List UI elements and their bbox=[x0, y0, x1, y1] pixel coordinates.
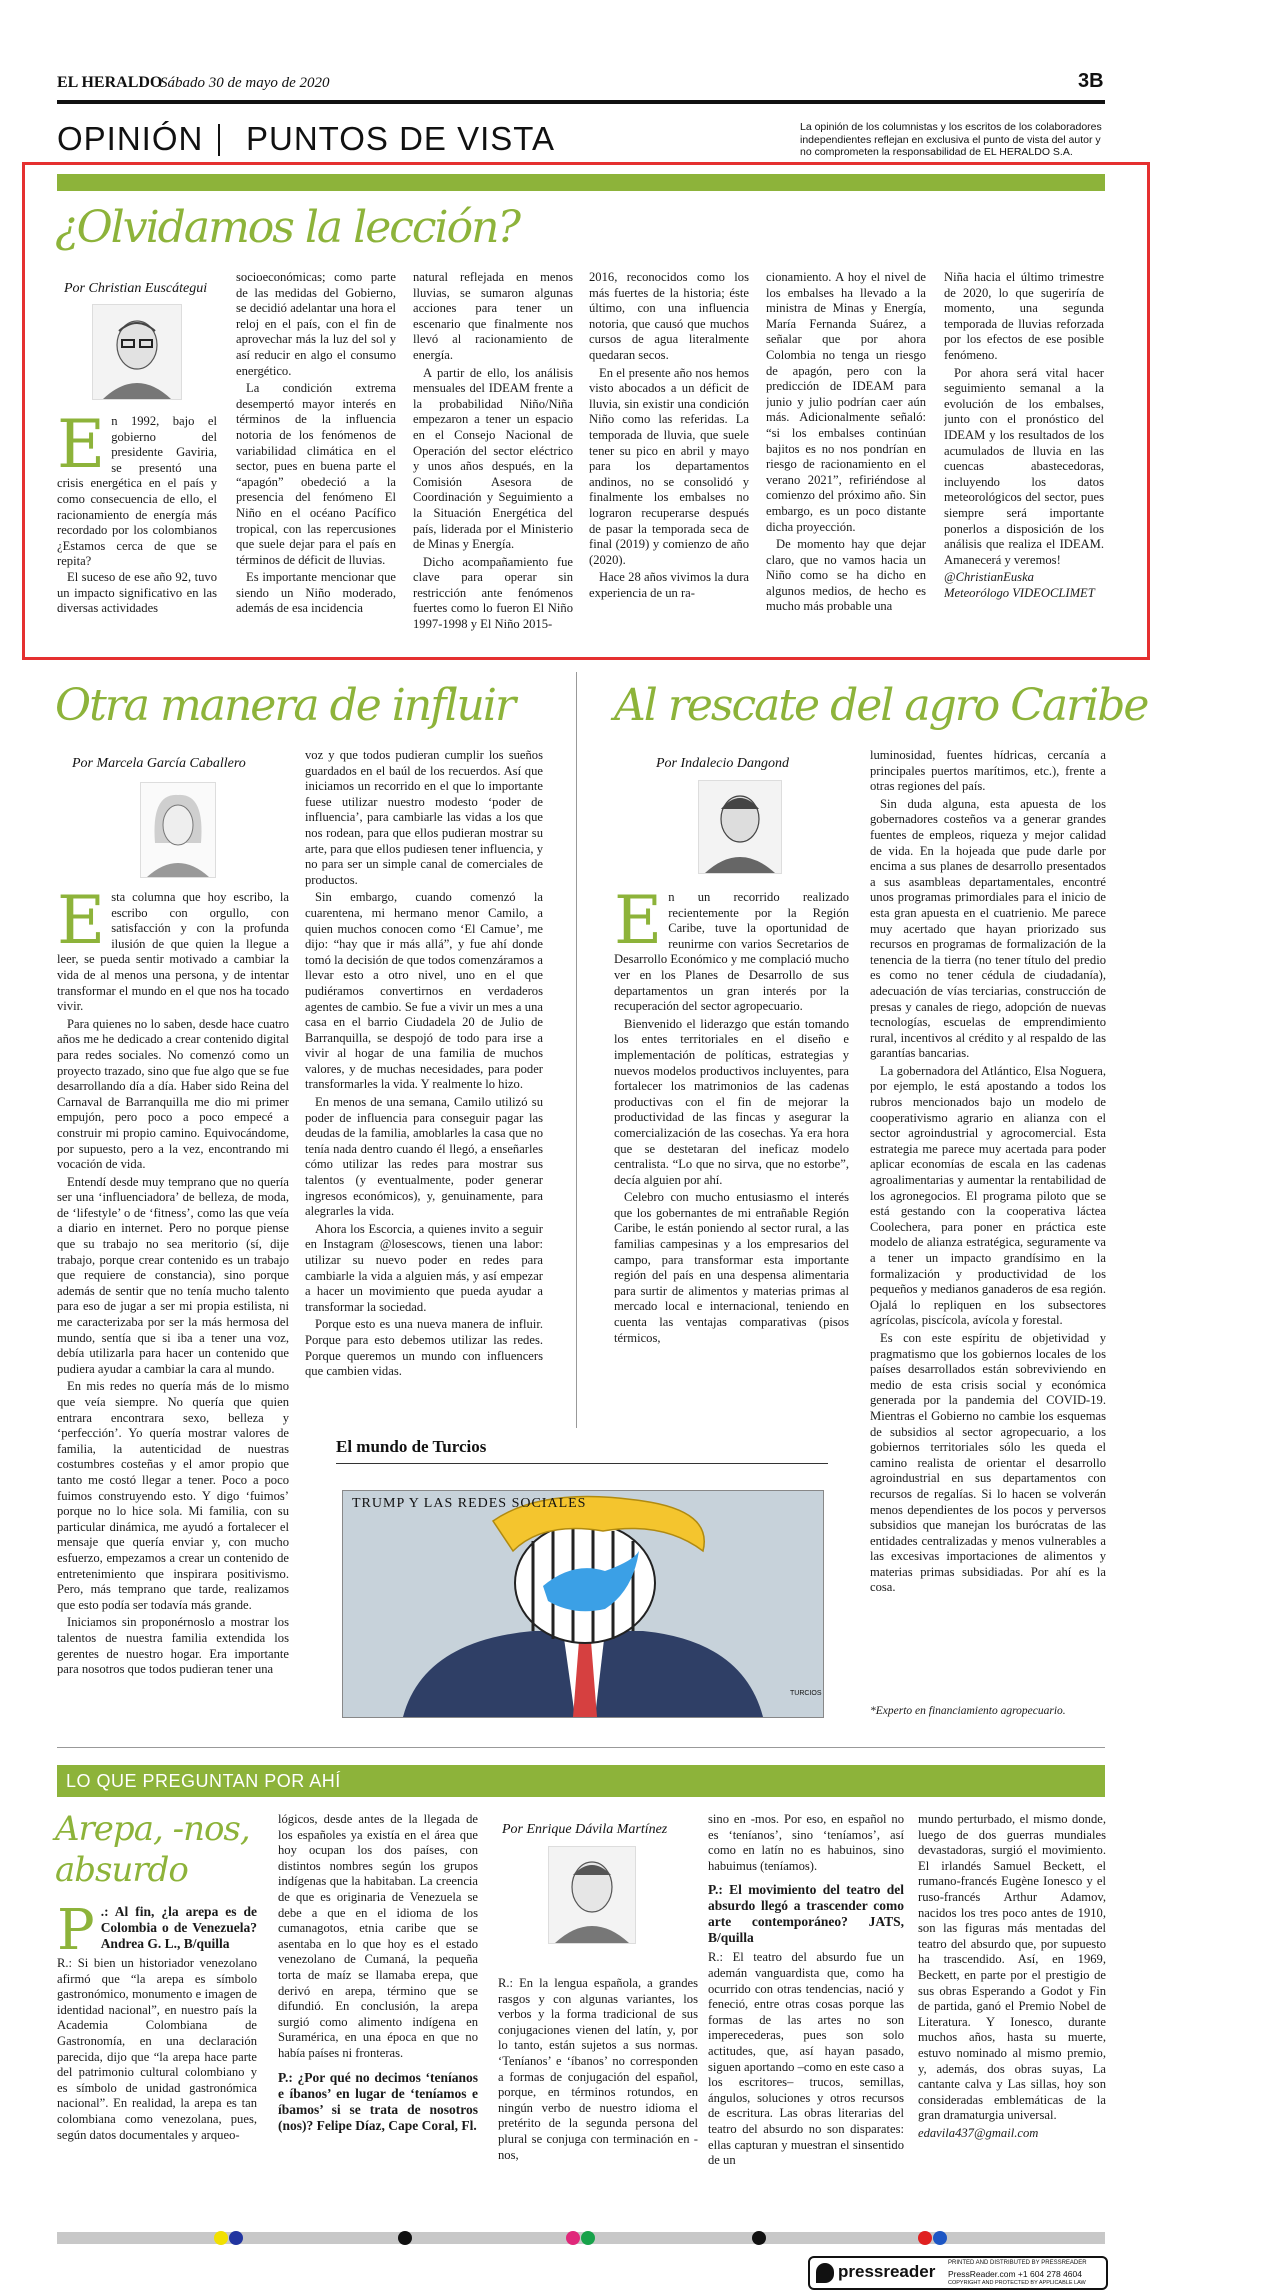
bottom-title-1: Arepa, -nos, bbox=[55, 1809, 250, 1849]
portrait-sketch-icon bbox=[141, 783, 215, 877]
answer-1-cont: lógicos, desde antes de la llegada de los españoles ya existía en el área que hoy ocupan los dos países, con distintos nombres según los grupos indígenas que la habitaban. La creencia de que es originaria de Venezuela se debe a que en el idioma de los cumanagotos, etnia caribe que se asentaba en lo que hoy es el estado venezolano de Cumaná, la pequeña torta de maíz se llamaba erepa, que derivó en arepa, término que se difundió. En conclusión, la arepa surgió como alimento indígena en Suramérica, en una época en que no había países ni fronteras. bbox=[278, 1812, 478, 2060]
paragraph: socioeconómicas; como parte de las medidas del Gobierno, se decidió adelantar una hora el reloj en el país, con el fin de aprovechar más la luz del sol y así reducir en algo el consumo energético. bbox=[236, 270, 396, 378]
paragraph: voz y que todos pudieran cumplir los sueños guardados en el baúl de los recuerdos. Así que iniciamos un recorrido en el que lo importante fuese utilizar nuestro modesto ‘poder de influencia’, para cambiarle las vidas a los que nos rodean, para que ellos pudieran mostrar su arte, para que ellos pudiesen tener influencia, y no para ser un simple canal de comerciales de productos. bbox=[305, 748, 543, 887]
portrait-sketch-icon bbox=[549, 1847, 635, 1943]
paragraph: En el presente año nos hemos visto abocados a un déficit de lluvia, sin existir una condición Niño como las referidas. La temporada de lluvia, que suele tener su pico en abril y mayo para los departamentos andinos, no se consolidó y finalmente los embalses no lograron recuperarse después de pasar la temporada seca de final (2019) y comienzo de año (2020). bbox=[589, 365, 749, 567]
column-divider bbox=[576, 672, 577, 1428]
article1-handle: @ChristianEuska bbox=[944, 570, 1034, 585]
paragraph: Entendí desde muy temprano que no quería ser una ‘influenciadora’ de belleza, de moda, de ‘lifestyle’ o de ‘fitness’, como las que veía a diario en internet. Pero no porque piense que su trabajo no sea meritorio (sí, dije trabajo, porque crear contenido es un trabajo que requiere de constancia), sino porque además de sentir que no tenía mucho talento para eso de jugar a ser mi propia estilista, ni me caracterizaba por ser la más hermosa del mundo, sentía que si iba a tener una voz, debía utilizarla para hacer un contenido que pudiera ayudar a cambiar la cara al mundo. bbox=[57, 1174, 289, 1376]
paragraph: De momento hay que dejar claro, que no vamos hacia un Niño como se ha dicho en algunos medios, de hecho es mucho más probable una bbox=[766, 537, 926, 614]
disclaimer: La opinión de los columnistas y los escritos de los colaboradores independientes reflejan en exclusiva el punto de vista del autor y no comprometen la responsabilidad de EL HERALDO S.A. bbox=[800, 121, 1102, 158]
registration-mark-blue-2 bbox=[933, 2231, 947, 2245]
paragraph: 2016, reconocidos como los más fuertes de la historia; éste último, con una influencia notoria, que causó que muchos cursos de agua literalmente quedaran secos. bbox=[589, 270, 749, 362]
article3-title: Al rescate del agro Caribe bbox=[614, 680, 1148, 731]
article2-dropcap: E bbox=[57, 890, 106, 959]
paragraph: luminosidad, fuentes hídricas, cercanía a principales puertos marítimos, etc.), frente a otras regiones del país. bbox=[870, 748, 1106, 794]
article3-dropcap: E bbox=[614, 890, 663, 959]
author-portrait-dangond bbox=[698, 780, 782, 874]
bottom-col3 bbox=[498, 1976, 698, 2216]
answer-1: R.: Si bien un historiador venezolano afirmó que “la arepa es símbolo gastronómico, monumento e imagen de identidad nacional”, en nuestro país la Academia Colombiana de Gastronomía, en una declaración parecida, dijo que “la arepa hace parte del patrimonio cultural colombiano y es símbolo de unidad gastronómica nacional”. En realidad, la arepa es tan colombiana como venezolana, pues, según datos documentales y arqueo- bbox=[57, 1956, 257, 2142]
paragraph: Dicho acompañamiento fue clave para operar sin restricción ante fenómenos fuertes como lo fueron El Niño 1997-1998 y El Niño 2015- bbox=[413, 554, 573, 632]
article1-col1-para: El suceso de ese año 92, tuvo un impacto significativo en las diversas actividades bbox=[57, 569, 217, 616]
paragraph: Iniciamos sin proponérnoslo a mostrar los talentos de nuestra familia extendida los gerentes de nuestro hogar. Era importante para nosotros que todos pudieran tener una bbox=[57, 1615, 289, 1677]
article2-col1 bbox=[57, 890, 289, 1760]
pressreader-line3: COPYRIGHT AND PROTECTED BY APPLICABLE LAW bbox=[948, 2280, 1086, 2286]
article1-byline: Por Christian Euscátegui bbox=[64, 281, 208, 296]
author-portrait-euscategui bbox=[92, 304, 182, 400]
pressreader-line2: PressReader.com +1 604 278 4604 bbox=[948, 2269, 1082, 2279]
article1-col4 bbox=[589, 270, 749, 640]
paragraph: La gobernadora del Atlántico, Elsa Noguera, por ejemplo, le está apostando a todos los rubros mencionados bajo un modelo de cooperativismo agrario en alianza con el sector agroindustrial y agrocomercial. Esta estrategia me parece muy acertada para poder aplicar economías de escala en las cadenas agroalimentarias y aumentar la rentabilidad de los agronegocios. El programa piloto que se está gestando con la cooperativa láctea Coolechera, para poner en práctica este modelo de alianza estratégica, seguramente va a tener un impacto grandísimo en la formalización y productividad de los pequeños y medianos ganaderos de esa región. Ojalá lo repliquen en los subsectores agrícolas, piscícola, avícola y forestal. bbox=[870, 1063, 1106, 1328]
answer-2-cont: sino en -mos. Por eso, en español no es ‘teníanos’, sino ‘teníamos’, así como en latín no es habuinos, sino habuimus (teníamos). bbox=[708, 1812, 904, 1873]
paragraph: Ahora los Escorcia, a quienes invito a seguir en Instagram @losescows, tienen una labor: utilizar su nuevo poder en redes para cambiarle la vida a alguien más, y así empezar a hacer un movimiento que pueda ayudar a transformar la sociedad. bbox=[305, 1221, 543, 1314]
paragraph: n un recorrido realizado recientemente por la Región Caribe, tuve la oportunidad de reunirme con varios Secretarios de Desarrollo Económico y me complació mucho ver en los Planes de Desarrollo de sus departamentos un gran interés por la recuperación del sector agropecuario. bbox=[614, 890, 849, 1014]
article2-title: Otra manera de influir bbox=[55, 680, 514, 731]
bottom-byline: Por Enrique Dávila Martínez bbox=[502, 1822, 668, 1837]
registration-mark-magenta bbox=[566, 2231, 580, 2245]
section-title: OPINIÓN bbox=[57, 120, 204, 157]
question-1: .: Al fin, ¿la arepa es de Colombia o de Venezuela? Andrea G. L., B/quilla bbox=[100, 1904, 257, 1951]
author-portrait-garcia bbox=[140, 782, 216, 878]
registration-mark-green bbox=[581, 2231, 595, 2245]
paragraph: Es con este espíritu de objetividad y pragmatismo que los gobiernos locales de los países desarrollados están sobreviviendo en medio de esta crisis social y económica generada por la pandemia del COVID-19. Mientras el Gobierno no cambie los esquemas de subsidios al sector agropecuario, a los gobiernos territoriales sólo les queda el camino realista de orientar el desarrollo agroindustrial en sus departamentos con recursos de regalías. Si lo hacen se volverán menos dependientes de los pocos y perversos subsidios que manejan los burócratas de las entidades centralizadas y menos vulnerables a las excesivas importaciones de alimentos y materias primas subsidiadas. Por ahí es la cosa. bbox=[870, 1330, 1106, 1595]
paragraph: En menos de una semana, Camilo utilizó su poder de influencia para conseguir pagar las deudas de la familia, amoblarles la casa que no tenía nada dentro cuando él llegó, a enseñarles cómo utilizar las redes para mostrar sus talentos (y eventualmente, poder generar ingresos económicos), y, genuinamente, para alegrarles la vida. bbox=[305, 1095, 543, 1219]
pressreader-logo: pressreader bbox=[838, 2262, 936, 2281]
article1-col6 bbox=[944, 270, 1104, 642]
article1-col1 bbox=[57, 414, 217, 640]
paragraph: Para quienes no lo saben, desde hace cuatro años me he dedicado a crear contenido digital para redes sociales. No comenzó como un proyecto trazado, sino que fue algo que se fue desarrollando día a día. Haber sido Reina del Carnaval de Barranquilla me dio mi primer empujón, pero poco a poco empecé a construir mi propio camino. Equivocándome, por supuesto, pero a la vez, encontrando mi vocación de vida. bbox=[57, 1016, 289, 1172]
article1-top-bar bbox=[57, 174, 1105, 191]
cartoon-section-label: El mundo de Turcios bbox=[336, 1437, 487, 1456]
bottom-col2 bbox=[278, 1812, 478, 2216]
article2-byline: Por Marcela García Caballero bbox=[72, 756, 246, 771]
registration-mark-black-2 bbox=[752, 2231, 766, 2245]
paragraph: Porque esto es una nueva manera de influir. Porque para esto debemos utilizar las redes. Porque queremos un mundo con influencers que cambien vidas. bbox=[305, 1317, 543, 1379]
paragraph: A partir de ello, los análisis mensuales del IDEAM frente a la probabilidad Niño/Niña empezaron a tener un espacio en el Consejo Nacional de Operación del sector eléctrico y unos años después, en la Comisión Asesora de Coordinación y Seguimiento a la Situación Energética del país, liderada por el Ministerio de Minas y Energía. bbox=[413, 365, 573, 552]
paragraph: Sin duda alguna, esta apuesta de los gobernadores costeños va a generar grandes fuentes de empleos, riqueza y mejor calidad de vida. En la hojeada que pude darle por encima a sus planes de desarrollo presentados a sus asambleas departamentales, encontré unos programas primordiales para el inicio de esta gran apuesta en el cuatrienio. Me parece muy acertado que hayan priorizado sus recursos en programas de formalización de la tenencia de la tierra (no tener título del predio es como no tener cédula de ciudadanía), adecuación de vías terciarias, construcción de presas y canales de riego, adopción de nuevas tecnologías, escuelas de emprendimiento rural, incentivos al crédito y al respaldo de las garantías bancarias. bbox=[870, 796, 1106, 1061]
subsection-title: PUNTOS DE VISTA bbox=[246, 120, 556, 157]
article1-dropcap: E bbox=[57, 414, 106, 483]
pressreader-logo-icon bbox=[816, 2263, 834, 2283]
bottom-dropcap: P bbox=[57, 1904, 95, 1963]
paragraph: natural reflejada en menos lluvias, se sumaron algunas acciones para tener un escenario que finalmente nos llevó al racionamiento de energía. bbox=[413, 270, 573, 362]
paragraph: cionamiento. A hoy el nivel de los embalses ha llevado a la ministra de Minas y Energía, María Fernanda Suárez, a señalar que por ahora Colombia no tenga un riesgo de apagón, pero con la predicción de IDEAM para junio y julio podrían caer aún más. Adicionalmente señaló: “si los embalses continúan bajitos es no nos pondrían en riesgo de racionamiento en el verano 2021”, refiriéndose al comienzo del próximo año. Sin embargo, es un poco distante dicha proyección. bbox=[766, 270, 926, 534]
registration-mark-red bbox=[918, 2231, 932, 2245]
cartoon-signature: TURCIOS bbox=[790, 1690, 822, 1697]
article1-col5 bbox=[766, 270, 926, 640]
page-number: 3B bbox=[1078, 70, 1104, 92]
article1-col2 bbox=[236, 270, 396, 640]
registration-mark-yellow bbox=[214, 2231, 228, 2245]
answer-3: R.: El teatro del absurdo fue un ademán vanguardista que, como ha ocurrido con otras tendencias, nació y feneció, entre otras cosas porque las formas de las artes no son imperecederas, pues son solo actitudes, que, así hayan pasado, siguen aportando –como en este caso a los escritores– trucos, semillas, ángulos, soluciones y otros recursos de escritura. Las obras literarias del teatro del absurdo no son disparates: ellas capturan y muestran el sinsentido de un bbox=[708, 1950, 904, 2168]
author-email: edavila437@gmail.com bbox=[918, 2125, 1039, 2140]
bottom-col1 bbox=[57, 1904, 257, 2216]
paragraph: Hace 28 años vivimos la dura experiencia de un ra- bbox=[589, 570, 749, 600]
paragraph: Es importante mencionar que siendo un Niño moderado, además de esa incidencia bbox=[236, 570, 396, 616]
article3-col1 bbox=[614, 890, 849, 1434]
registration-mark-black bbox=[398, 2231, 412, 2245]
author-portrait-davila bbox=[548, 1846, 636, 1944]
article1-lead: n 1992, bajo el gobierno del presidente Gaviria, se presentó una crisis energética en el país y como consecuencia de ello, el racionamiento de energía más recordado por los colombianos ¿Estamos cerca de que se repita? bbox=[57, 414, 217, 569]
masthead-date: Sábado 30 de mayo de 2020 bbox=[160, 75, 330, 91]
paragraph: Bienvenido el liderazgo que están tomando los entes territoriales en el diseño e implementación de políticas, estrategias y nuevos modelos productivos incluyentes, para fortalecer los matrimonios de las cadenas productivas con el fin de mejorar la productividad de las fincas y asegurar la comercialización de las cosechas. Ya era hora que se destetaran del ineficaz modelo centralista. “Lo que no sirva, que no estorbe”, decía alguien por ahí. bbox=[614, 1016, 849, 1187]
portrait-sketch-icon bbox=[93, 305, 181, 399]
question-2: P.: ¿Por qué no decimos ‘teníanos e íbanos’ en lugar de ‘teníamos e íbamos’ si se trata de nosotros (nos)? Felipe Díaz, Cape Coral, Fl. bbox=[278, 2069, 478, 2133]
bottom-col5 bbox=[918, 1812, 1106, 2216]
paragraph: Niña hacia el último trimestre de 2020, lo que sugeriría de momento, una segunda temporada de lluvias reforzada por los efectos de ese posible fenómeno. bbox=[944, 270, 1104, 362]
bottom-section-title: LO QUE PREGUNTAN POR AHÍ bbox=[66, 1771, 341, 1791]
article3-byline: Por Indalecio Dangond bbox=[656, 756, 789, 771]
paragraph: sta columna que hoy escribo, la escribo con orgullo, con satisfacción y con la profunda ilusión de que quien la llegue a leer, se pueda sentir motivado a cambiar la vida de al menos una persona, y de intentar transformar el mundo en el que nos ha tocado vivir. bbox=[57, 890, 289, 1014]
article2-col2 bbox=[305, 748, 543, 1428]
cartoon-frame bbox=[342, 1490, 824, 1718]
section-divider bbox=[218, 124, 220, 156]
answer-2: R.: En la lengua española, a grandes rasgos y con algunas variantes, los verbos y la forma tradicional de sus conjugaciones vienen del latín, y, por lo tanto, están sujetos a sus normas. ‘Teníanos’ e ‘íbanos’ no corresponden a formas de conjugación del español, porque, en términos rotundos, en ningún verbo de nuestro idioma el pretérito de la segunda persona del plural se conjuga con terminación en -nos, bbox=[498, 1976, 698, 2162]
bottom-col4 bbox=[708, 1812, 904, 2216]
paragraph: Sin embargo, cuando comenzó la cuarentena, mi hermano menor Camilo, a quien muchos conocen como ‘El Camue’, me dijo: “hay que ir más allá”, y fue ahí donde tomó la decisión de que todos comenzáramos a llevar esto a otro nivel, uno en el que pudiéramos convertirnos en verdaderos agentes de cambio. Se fue a vivir un mes a una casa en el barrio Ciudadela 20 de Julio de Barranquilla, se despojó de todo para irse a vivir al hogar de una familia de muchos valores, y de muchas necesidades, para poder transformarles la vida. Y realmente lo hizo. bbox=[305, 890, 543, 1092]
paragraph: Celebro con mucho entusiasmo el interés que los gobernantes de mi entrañable Región Caribe, le están poniendo al sector rural, a las familias campesinas y a los empresarios del campo, para transformar esta importante región del país en una despensa alimentaria para surtir de alimentos y materias primas al mercado local e internacional, teniendo en cuenta las ventajas comparativas (pisos térmicos, bbox=[614, 1190, 849, 1345]
cartoon-caption: TRUMP Y LAS REDES SOCIALES bbox=[352, 1496, 587, 1511]
article3-footnote: *Experto en financiamiento agropecuario. bbox=[870, 1705, 1066, 1717]
paragraph: Por ahora será vital hacer seguimiento semanal a la evolución de los embalses, junto con el pronóstico del IDEAM y los resultados de los acumulados de lluvia en las cuencas abastecedoras, incluyendo los datos meteorológicos del sector, pues siempre será importante ponerlos a disposición de los análisis que realiza el IDEAM. Amanecerá y veremos! bbox=[944, 365, 1104, 567]
answer-3-cont: mundo perturbado, el mismo donde, luego de dos guerras mundiales devastadoras, surgió el movimiento. El irlandés Samuel Beckett, el rumano-francés Eugène Ionesco y el ruso-francés Arthur Adamov, nacidos los tres poco antes de 1910, son las figuras más mentadas del teatro del absurdo que, por supuesto ha trascendido. Así, en 1969, Beckett, en parte por el prestigio de sus obras Esperando a Godot y Fin de partida, ganó el Premio Nobel de Literatura. Y Ionesco, durante muchos años, hasta su muerte, estuvo nominado al mismo premio, y, además, dos obras suyas, La cantante calva y Las sillas, hoy son consideradas emblemáticas de la gran dramaturgia universal. bbox=[918, 1812, 1106, 2123]
article1-title: ¿Olvidamos la lección? bbox=[55, 202, 520, 253]
bottom-title-2: absurdo bbox=[55, 1850, 188, 1890]
paragraph: En mis redes no quería más de lo mismo que veía siempre. No quería que quien entrara encontrara sexo, belleza y ‘perfección’. Yo quería mostrar valores de familia, la autenticidad de nuestras costumbres costeñas y el amor propio que tanto me costó llegar a tener. Poco a poco fuimos construyendo esto. Y digo ‘fuimos’ porque no lo hice sola. Mi familia, con su particular dinámica, me ayudó a fortalecer el mensaje que quería enviar y, con mucho esfuerzo, empezamos a crear un contenido de entretenimiento que inspirara positivismo. Pero, más temprano que tarde, realizamos que esto podía ser todavía más grande. bbox=[57, 1379, 289, 1612]
paragraph: La condición extrema desempertó mayor interés en términos de la influencia notoria de los fenómenos de variabilidad climática en el sector, pues en buena parte el “apagón” obedeció a la presencia del fenómeno El Niño en el océano Pacífico tropical, con las repercusiones que suele dejar para el país en términos de déficit de lluvias. bbox=[236, 381, 396, 567]
question-3: P.: El movimiento del teatro del absurdo llegó a trascender como arte contemporáneo? JATS, B/quilla bbox=[708, 1882, 904, 1946]
masthead-paper: EL HERALDO bbox=[57, 74, 163, 91]
article1-col3 bbox=[413, 270, 573, 640]
article3-col2 bbox=[870, 748, 1106, 1714]
bottom-rule bbox=[57, 1747, 1105, 1748]
pressreader-line1: PRINTED AND DISTRIBUTED BY PRESSREADER bbox=[948, 2260, 1087, 2266]
cartoon-rule bbox=[336, 1463, 828, 1464]
trump-twitter-cartoon-icon bbox=[343, 1491, 823, 1717]
masthead-rule bbox=[57, 100, 1105, 104]
portrait-sketch-icon bbox=[699, 781, 781, 873]
article1-role: Meteorólogo VIDEOCLIMET bbox=[944, 585, 1095, 600]
registration-mark-blue bbox=[229, 2231, 243, 2245]
